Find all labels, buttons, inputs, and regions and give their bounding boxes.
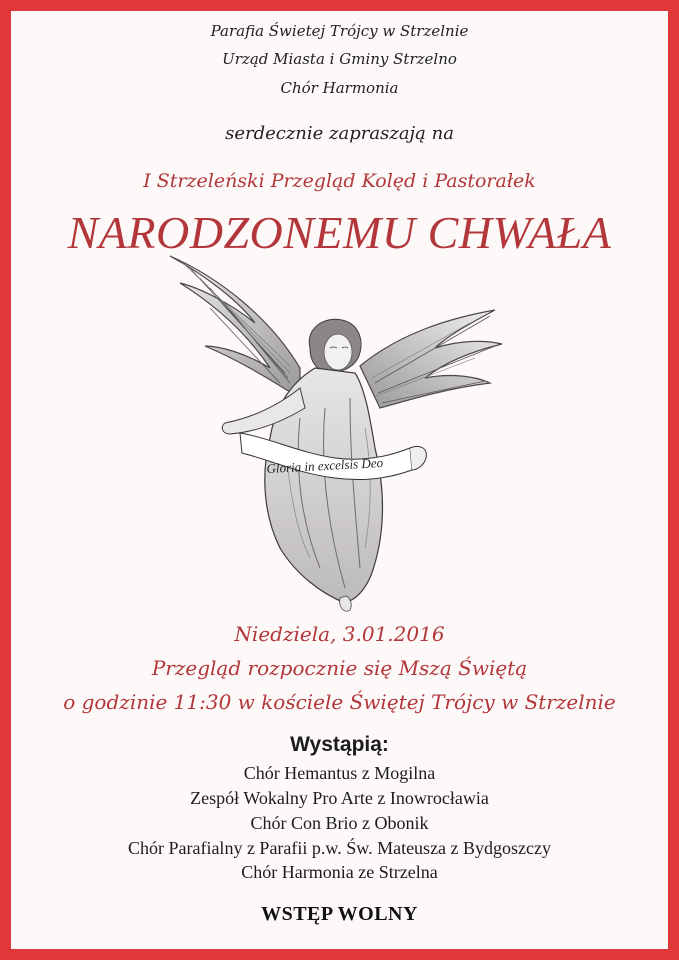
angel-illustration — [150, 248, 530, 618]
right-wing — [360, 310, 502, 408]
performer-item: Chór Con Brio z Obonik — [250, 813, 429, 833]
mass-info: Przegląd rozpocznie się Mszą Świętą — [151, 656, 528, 680]
left-wing — [170, 256, 300, 398]
free-entry: WSTĘP WOLNY — [261, 903, 418, 925]
invite-text: serdecznie zapraszają na — [225, 123, 454, 144]
organizer-town-office: Urząd Miasta i Gminy Strzelno — [222, 50, 457, 68]
event-date: Niedziela, 3.01.2016 — [234, 622, 445, 646]
time-location: o godzinie 11:30 w kościele Świętej Trójcy w Strzelnie — [63, 690, 616, 714]
performer-item: Chór Parafialny z Parafii p.w. Św. Mateusza z Bydgoszczy — [127, 838, 552, 858]
performer-item: Chór Harmonia ze Strzelna — [241, 862, 438, 882]
organizer-choir: Chór Harmonia — [280, 79, 399, 97]
performers-heading: Wystąpią: — [290, 733, 389, 756]
event-subtitle: I Strzeleński Przegląd Kolęd i Pastorałek — [143, 170, 536, 192]
angel-robe — [222, 368, 382, 611]
performer-item: Chór Hemantus z Mogilna — [243, 763, 436, 783]
angel-head — [309, 319, 361, 372]
organizer-parish: Parafia Świetej Trójcy w Strzelnie — [210, 22, 469, 40]
event-title: NARODZONEMU CHWAŁA — [67, 207, 612, 258]
performer-item: Zespół Wokalny Pro Arte z Inowrocławia — [190, 788, 489, 808]
banner-text: Gloria in excelsis Deo — [266, 454, 384, 477]
